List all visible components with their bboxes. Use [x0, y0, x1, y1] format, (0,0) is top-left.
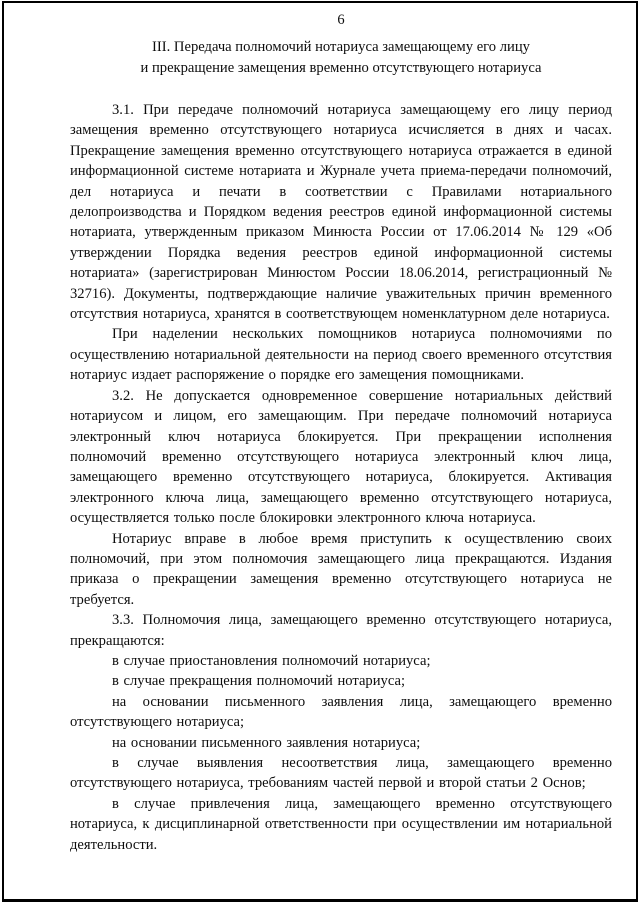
- list-item-suspension: в случае приостановления полномочий нотариуса;: [112, 652, 431, 669]
- section-heading-line1: III. Передача полномочий нотариуса замещающему его лицу: [152, 39, 530, 55]
- section-heading-line2: и прекращение замещения временно отсутствующего нотариуса: [140, 60, 542, 76]
- list-item-substitute-statement: на основании письменного заявления лица, замещающего временно отсутствующего нотариуса;: [70, 693, 612, 731]
- list-item-termination: в случае прекращения полномочий нотариуса;: [112, 673, 406, 690]
- paragraph-3-3: 3.3. Полномочия лица, замещающего временно отсутствующего нотариуса, прекращаются:: [70, 612, 612, 649]
- section-heading: [70, 37, 612, 79]
- paragraph-assistants: При наделении нескольких помощников нотариуса полномочиями по осуществлению нотариальной деятельности на период своего временного отсутствия нотариус издает распоряжение о порядке его замещения помощниками.: [70, 326, 612, 384]
- paragraph-3-1: 3.1. При передаче полномочий нотариуса замещающему его лицу период замещения временно отсутствующего нотариуса исчисляется в днях и часах. Прекращение замещения временно отсутствующего нотариуса отражается в единой информационной системе нотариата и Журнале учета приема-передачи полномочий, дел нотариуса и печати в соответствии с Правилами нотариального делопроизводства и Порядком ведения реестров единой информационной системы нотариата, утвержденным приказом Минюста России от 17.06.2014 № 129 «Об утверждении Порядка ведения реестров единой информационной системы нотариата» (зарегистрирован Минюстом России 18.06.2014, регистрационный № 32716). Документы, подтверждающие наличие уважительных причин временного отсутствия нотариуса, хранятся в соответствующем номенклатурном деле нотариуса.: [70, 102, 612, 323]
- list-item-notary-statement: на основании письменного заявления нотариуса;: [112, 734, 421, 751]
- paragraph-3-2: 3.2. Не допускается одновременное совершение нотариальных действий нотариусом и лицом, его замещающим. При передаче полномочий нотариуса электронный ключ нотариуса блокируется. При прекращении исполнения полномочий временно отсутствующего нотариуса электронный ключ лица, замещающего временно отсутствующего нотариуса, блокируется. Активация электронного ключа лица, замещающего временно отсутствующего нотариуса, осуществляется только после блокировки электронного ключа нотариуса.: [70, 387, 612, 527]
- list-item-noncompliance: в случае выявления несоответствия лица, замещающего временно отсутствующего нотариуса, требованиям частей первой и второй статьи 2 Основ;: [70, 755, 612, 792]
- paragraph-notary-resume: Нотариус вправе в любое время приступить к осуществлению своих полномочий, при этом полномочия замещающего лица прекращаются. Издания приказа о прекращении замещения временно отсутствующего нотариуса не требуется.: [70, 530, 612, 608]
- list-item-disciplinary: в случае привлечения лица, замещающего временно отсутствующего нотариуса, к дисциплинарной ответственности при осуществлении им нотариальной деятельности.: [70, 795, 612, 853]
- page-number: 6: [337, 12, 345, 28]
